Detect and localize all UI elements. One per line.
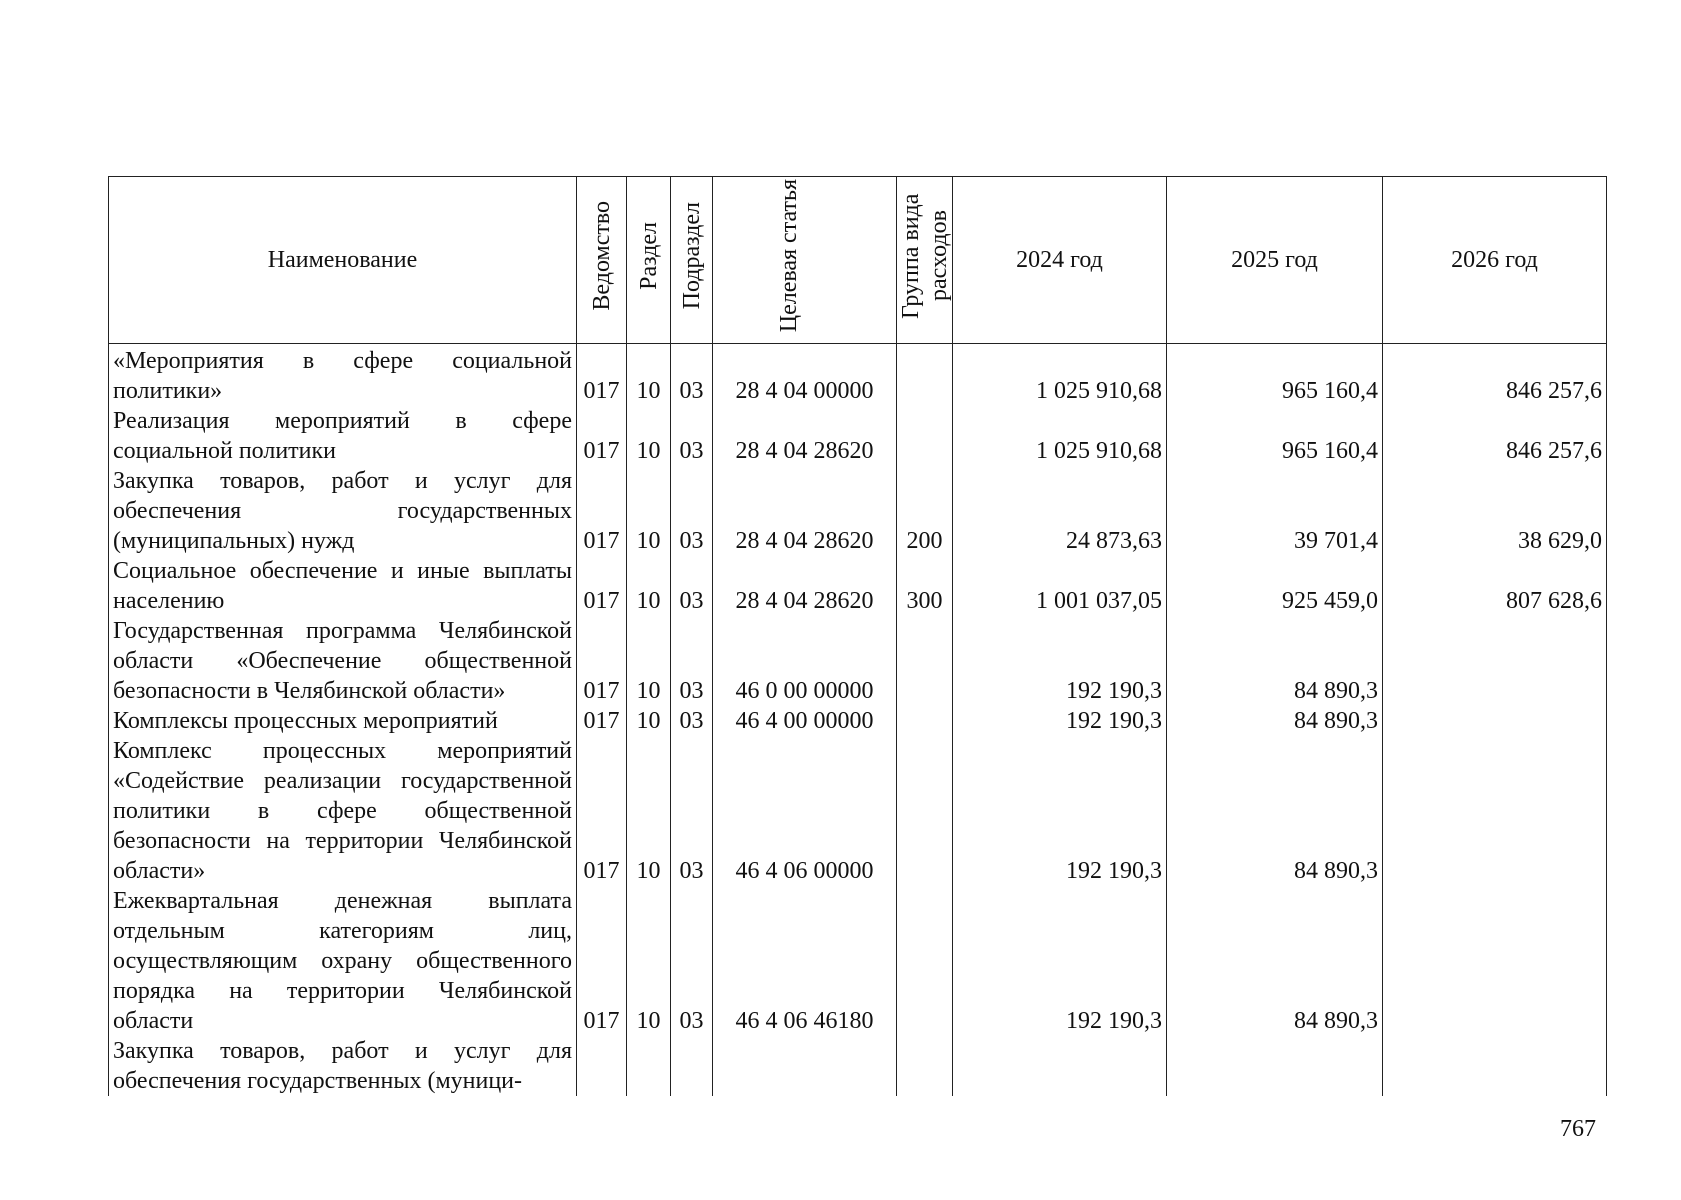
row-2024: 192 190,3 [953, 736, 1167, 886]
row-target: 28 4 04 28620 [713, 406, 897, 466]
header-podrazdel: Подраздел [678, 202, 705, 310]
row-razdel: 10 [627, 886, 671, 1036]
row-target: 46 4 06 46180 [713, 886, 897, 1036]
header-vedomstvo: Ведомство [588, 201, 615, 311]
header-target: Целевая статья [775, 179, 802, 333]
row-group [897, 736, 953, 886]
row-group [897, 406, 953, 466]
row-group: 200 [897, 466, 953, 556]
row-razdel: 10 [627, 706, 671, 736]
budget-table [108, 176, 1607, 1096]
row-group [897, 616, 953, 706]
row-2026: 846 257,6 [1383, 344, 1607, 407]
row-vedomstvo: 017 [577, 706, 627, 736]
row-2025: 39 701,4 [1167, 466, 1383, 556]
header-razdel: Раздел [635, 222, 662, 290]
row-vedomstvo: 017 [577, 466, 627, 556]
row-vedomstvo: 017 [577, 736, 627, 886]
row-2025: 965 160,4 [1167, 344, 1383, 407]
row-group [897, 706, 953, 736]
row-vedomstvo [577, 1036, 627, 1096]
row-vedomstvo: 017 [577, 344, 627, 407]
row-razdel: 10 [627, 616, 671, 706]
row-2025: 84 890,3 [1167, 886, 1383, 1036]
row-2026 [1383, 1036, 1607, 1096]
table-row [109, 886, 1607, 1036]
row-2026 [1383, 736, 1607, 886]
row-2025: 965 160,4 [1167, 406, 1383, 466]
page-number: 767 [1560, 1116, 1596, 1142]
row-podrazdel: 03 [671, 886, 713, 1036]
row-2026: 846 257,6 [1383, 406, 1607, 466]
row-2024: 192 190,3 [953, 886, 1167, 1036]
row-2024: 1 025 910,68 [953, 344, 1167, 407]
row-razdel: 10 [627, 344, 671, 407]
row-group: 300 [897, 556, 953, 616]
row-razdel: 10 [627, 466, 671, 556]
row-2026: 38 629,0 [1383, 466, 1607, 556]
row-target: 46 4 06 00000 [713, 736, 897, 886]
row-vedomstvo: 017 [577, 886, 627, 1036]
row-podrazdel: 03 [671, 344, 713, 407]
row-target: 28 4 04 00000 [713, 344, 897, 407]
table-row [109, 706, 1607, 736]
row-2026 [1383, 706, 1607, 736]
row-2025 [1167, 1036, 1383, 1096]
row-2024: 192 190,3 [953, 706, 1167, 736]
row-vedomstvo: 017 [577, 406, 627, 466]
row-name: Ежеквартальная денежная выплата отдельным категориям лиц, осуществляющим охрану общественного порядка на территории Челябинской области [109, 886, 577, 1036]
row-name: Социальное обеспечение и иные выплаты населению [109, 556, 577, 616]
row-vedomstvo: 017 [577, 616, 627, 706]
row-2026 [1383, 886, 1607, 1036]
row-2025: 84 890,3 [1167, 736, 1383, 886]
header-name: Наименование [109, 177, 577, 344]
row-name: «Мероприятия в сфере социальной политики» [109, 344, 577, 407]
row-podrazdel: 03 [671, 466, 713, 556]
row-target: 28 4 04 28620 [713, 556, 897, 616]
row-podrazdel: 03 [671, 736, 713, 886]
header-group: Группа вида расходов [898, 193, 952, 319]
row-2024: 1 001 037,05 [953, 556, 1167, 616]
table-row [109, 406, 1607, 466]
row-2025: 84 890,3 [1167, 706, 1383, 736]
row-name: Государственная программа Челябинской области «Обеспечение общественной безопасности в Челябинской области» [109, 616, 577, 706]
table-row [109, 344, 1607, 407]
row-vedomstvo: 017 [577, 556, 627, 616]
table-body [109, 344, 1607, 1097]
row-2024 [953, 1036, 1167, 1096]
row-podrazdel: 03 [671, 556, 713, 616]
header-2024: 2024 год [953, 177, 1167, 344]
row-target: 46 0 00 00000 [713, 616, 897, 706]
row-target: 46 4 00 00000 [713, 706, 897, 736]
row-podrazdel: 03 [671, 706, 713, 736]
row-target: 28 4 04 28620 [713, 466, 897, 556]
row-group [897, 886, 953, 1036]
table-row [109, 736, 1607, 886]
row-group [897, 344, 953, 407]
row-2024: 1 025 910,68 [953, 406, 1167, 466]
row-name: Реализация мероприятий в сфере социальной политики [109, 406, 577, 466]
table-row [109, 616, 1607, 706]
row-name: Комплексы процессных мероприятий [109, 706, 577, 736]
table-row [109, 466, 1607, 556]
row-razdel: 10 [627, 736, 671, 886]
row-2025: 84 890,3 [1167, 616, 1383, 706]
row-razdel: 10 [627, 406, 671, 466]
table-row [109, 1036, 1607, 1096]
row-razdel: 10 [627, 556, 671, 616]
row-podrazdel: 03 [671, 406, 713, 466]
row-name: Закупка товаров, работ и услуг для обеспечения государственных (муниципальных) нужд [109, 466, 577, 556]
header-2025: 2025 год [1167, 177, 1383, 344]
row-podrazdel [671, 1036, 713, 1096]
row-name: Комплекс процессных мероприятий «Содействие реализации государственной политики в сфере общественной безопасности на территории Челябинской области» [109, 736, 577, 886]
row-podrazdel: 03 [671, 616, 713, 706]
table-header-row [109, 177, 1607, 344]
header-2026: 2026 год [1383, 177, 1607, 344]
row-razdel [627, 1036, 671, 1096]
row-group [897, 1036, 953, 1096]
row-2026: 807 628,6 [1383, 556, 1607, 616]
row-2024: 192 190,3 [953, 616, 1167, 706]
table-row [109, 556, 1607, 616]
row-2024: 24 873,63 [953, 466, 1167, 556]
row-2025: 925 459,0 [1167, 556, 1383, 616]
row-target [713, 1036, 897, 1096]
row-name: Закупка товаров, работ и услуг для обеспечения государственных (муници- [109, 1036, 577, 1096]
row-2026 [1383, 616, 1607, 706]
